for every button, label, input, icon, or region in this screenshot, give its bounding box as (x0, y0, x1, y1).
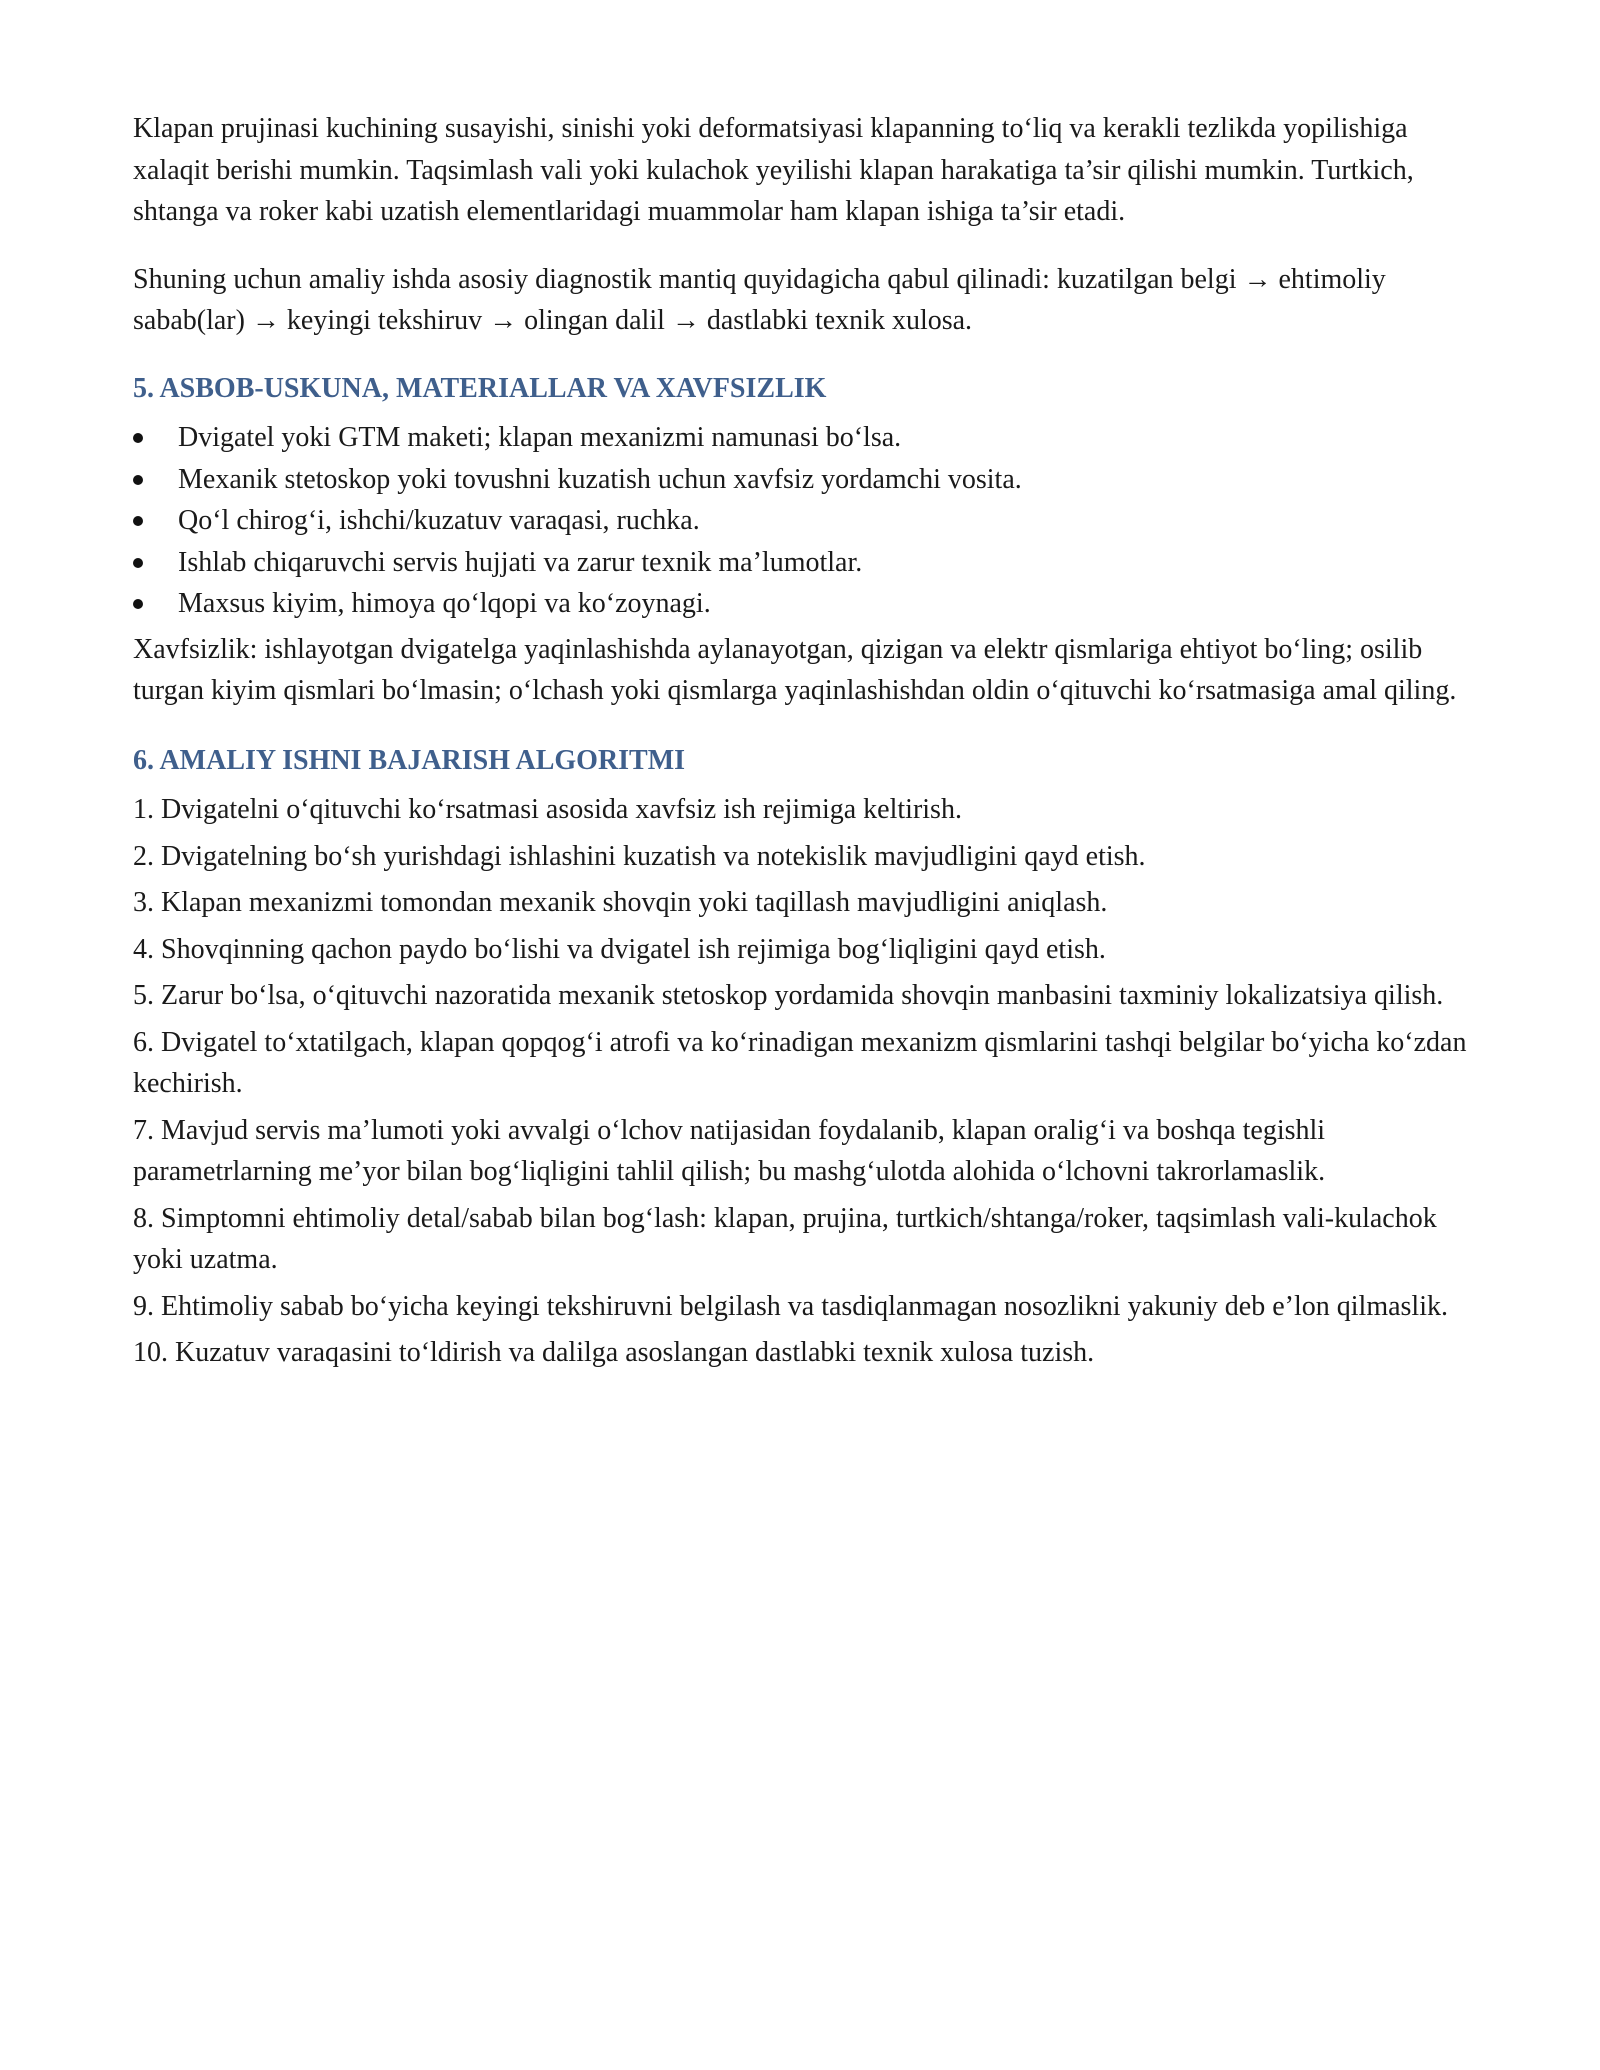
step-item: 10. Kuzatuv varaqasini to‘ldirish va dalilga asoslangan dastlabki texnik xulosa tuzish. (133, 1337, 1095, 1368)
bullet-icon (133, 599, 143, 609)
list-item-text: Qo‘l chirog‘i, ishchi/kuzatuv varaqasi, ruchka. (178, 505, 700, 536)
step-item: 2. Dvigatelning bo‘sh yurishdagi ishlashini kuzatish va notekislik mavjudligini qayd etish. (133, 840, 1146, 872)
bullet-icon (133, 516, 143, 526)
list-item-text: Maxsus kiyim, himoya qo‘lqopi va ko‘zoynagi. (178, 588, 711, 619)
equipment-list (133, 417, 1468, 625)
section-6-heading: 6. AMALIY ISHNI BAJARISH ALGORITMI (133, 744, 686, 776)
list-item (133, 459, 1468, 501)
list-item (133, 417, 1468, 459)
step-item: 1. Dvigatelni o‘qituvchi ko‘rsatmasi asosida xavfsiz ish rejimiga keltirish. (133, 794, 962, 825)
list-item (133, 500, 1468, 542)
bullet-icon (133, 558, 143, 568)
document-page (133, 108, 1468, 1379)
list-item (133, 542, 1468, 584)
step-item: 7. Mavjud servis ma’lumoti yoki avvalgi o‘lchov natijasidan foydalanib, klapan oralig‘i va boshqa tegishli parametrlarning me’yor bilan bog‘liqligini tahlil qilish; bu mashg‘ulotda alohida o‘lchovni takrorlamaslik. (133, 1114, 1326, 1187)
paragraph-valve-spring: Klapan prujinasi kuchining susayishi, sinishi yoki deformatsiyasi klapanning to‘liq va kerakli tezlikda yopilishiga xalaqit berishi mumkin. Taqsimlash vali yoki kulachok yeyilishi klapan harakatiga ta’sir qilishi mumkin. Turtkich, shtanga va roker kabi uzatish elementlaridagi muammolar ham klapan ishiga ta’sir etadi. (133, 113, 1414, 227)
bullet-icon (133, 433, 143, 443)
step-item: 4. Shovqinning qachon paydo bo‘lishi va dvigatel ish rejimiga bog‘liqligini qayd etish. (133, 933, 1106, 965)
step-item: 3. Klapan mexanizmi tomondan mexanik shovqin yoki taqillash mavjudligini aniqlash. (133, 887, 1108, 918)
algorithm-steps (133, 789, 1468, 1374)
step-item: 9. Ehtimoliy sabab bo‘yicha keyingi tekshiruvni belgilash va tasdiqlanmagan nosozlikni yakuniy deb e’lon qilmaslik. (133, 1290, 1448, 1322)
list-item (133, 583, 1468, 625)
bullet-icon (133, 475, 143, 485)
list-item-text: Dvigatel yoki GTM maketi; klapan mexanizmi namunasi bo‘lsa. (178, 422, 902, 453)
step-item: 6. Dvigatel to‘xtatilgach, klapan qopqog‘i atrofi va ko‘rinadigan mexanizm qismlarini tashqi belgilar bo‘yicha ko‘zdan kechirish. (133, 1026, 1467, 1099)
list-item-text: Mexanik stetoskop yoki tovushni kuzatish uchun xavfsiz yordamchi vosita. (178, 463, 1022, 495)
section-5-heading: 5. ASBOB-USKUNA, MATERIALLAR VA XAVFSIZLIK (133, 372, 827, 404)
step-item: 5. Zarur bo‘lsa, o‘qituvchi nazoratida mexanik stetoskop yordamida shovqin manbasini taxminiy lokalizatsiya qilish. (133, 980, 1444, 1011)
step-item: 8. Simptomni ehtimoliy detal/sabab bilan bog‘lash: klapan, prujina, turtkich/shtanga/roker, taqsimlash vali-kulachok yoki uzatma. (133, 1202, 1437, 1275)
list-item-text: Ishlab chiqaruvchi servis hujjati va zarur texnik ma’lumotlar. (178, 546, 863, 578)
paragraph-diagnostic-logic: Shuning uchun amaliy ishda asosiy diagnostik mantiq quyidagicha qabul qilinadi: kuzatilgan belgi → ehtimoliy sabab(lar) → keyingi tekshiruv → olingan dalil → dastlabki texnik xulosa. (133, 263, 1386, 336)
safety-paragraph: Xavfsizlik: ishlayotgan dvigatelga yaqinlashishda aylanayotgan, qizigan va elektr qismlariga ehtiyot bo‘ling; osilib turgan kiyim qismlari bo‘lmasin; o‘lchash yoki qismlarga yaqinlashishdan oldin o‘qituvchi ko‘rsatmasiga amal qiling. (133, 633, 1457, 706)
